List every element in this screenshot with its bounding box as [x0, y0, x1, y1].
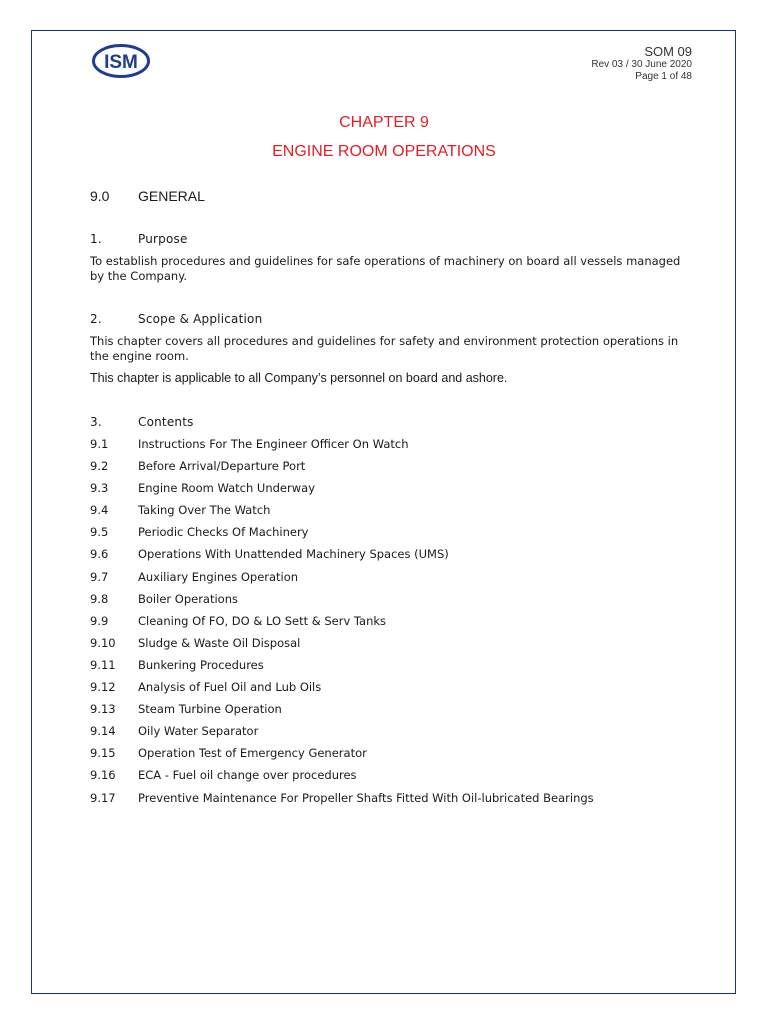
contents-item-title: Instructions For The Engineer Officer On Watch [138, 437, 409, 451]
contents-item-title: Oily Water Separator [138, 724, 259, 739]
contents-item-number: 9.16 [90, 768, 116, 783]
page-number: Page 1 of 48 [635, 71, 692, 82]
contents-item-title: Operation Test of Emergency Generator [138, 746, 367, 761]
contents-item [90, 746, 594, 768]
contents-item-number: 9.12 [90, 680, 116, 695]
ism-logo [92, 44, 150, 78]
document-header-info [591, 44, 692, 83]
section-title: GENERAL [138, 188, 205, 204]
contents-item [90, 702, 594, 724]
contents-item-number: 9.13 [90, 702, 116, 717]
contents-item-title: Steam Turbine Operation [138, 702, 282, 717]
contents-item-title: Sludge & Waste Oil Disposal [138, 635, 301, 650]
scope-text: This chapter covers all procedures and guidelines for safety and environment protection operations in the engine room. [90, 334, 679, 363]
contents-item-number: 9.10 [90, 635, 116, 650]
purpose-text: To establish procedures and guidelines for safe operations of machinery on board all vessels managed by the Company. [90, 254, 681, 283]
contents-item-title: Engine Room Watch Underway [138, 481, 315, 496]
contents-item-number: 9.8 [90, 591, 109, 606]
contents-item [90, 791, 594, 813]
section-number: 9.0 [90, 188, 110, 204]
contents-item-title: Boiler Operations [138, 591, 238, 606]
contents-item [90, 481, 594, 503]
contents-item [90, 614, 594, 636]
applicability-text: This chapter is applicable to all Company’s personnel on board and ashore. [90, 371, 508, 385]
contents-item [90, 503, 594, 525]
contents-item-number: 9.3 [90, 481, 109, 496]
contents-item-title: Before Arrival/Departure Port [138, 459, 306, 474]
scope-number: 2. [90, 312, 102, 326]
revision-date: Rev 03 / 30 June 2020 [591, 59, 692, 70]
contents-item-number: 9.6 [90, 547, 109, 562]
contents-item [90, 768, 594, 790]
contents-item-number: 9.9 [90, 613, 109, 628]
contents-item-number: 9.4 [90, 503, 109, 518]
document-code: SOM 09 [644, 44, 692, 59]
contents-item-number: 9.17 [90, 790, 116, 805]
contents-item [90, 459, 594, 481]
contents-item [90, 570, 594, 592]
contents-item [90, 724, 594, 746]
contents-item-number: 9.5 [90, 525, 109, 540]
section-heading [90, 188, 205, 204]
contents-item-title: Periodic Checks Of Machinery [138, 525, 309, 540]
contents-item [90, 636, 594, 658]
purpose-heading [90, 232, 188, 246]
contents-item-title: Cleaning Of FO, DO & LO Sett & Serv Tanks [138, 613, 387, 628]
contents-item-number: 9.2 [90, 459, 109, 474]
contents-item-number: 9.14 [90, 724, 116, 739]
logo-text: ISM [104, 52, 138, 73]
contents-item [90, 658, 594, 680]
scope-heading [90, 312, 262, 326]
purpose-number: 1. [90, 232, 102, 246]
contents-title: Contents [138, 415, 194, 429]
contents-item-title: Auxiliary Engines Operation [138, 569, 299, 584]
contents-item-number: 9.1 [90, 437, 109, 451]
contents-list [90, 437, 594, 813]
contents-item-title: ECA - Fuel oil change over procedures [138, 768, 357, 783]
contents-item [90, 437, 594, 459]
contents-item [90, 525, 594, 547]
contents-item-title: Analysis of Fuel Oil and Lub Oils [138, 680, 322, 695]
contents-item [90, 680, 594, 702]
contents-item-title: Taking Over The Watch [138, 503, 271, 518]
contents-item [90, 592, 594, 614]
contents-heading [90, 415, 194, 429]
contents-item-title: Bunkering Procedures [138, 657, 264, 672]
contents-item-number: 9.11 [90, 657, 116, 672]
contents-item-number: 9.15 [90, 746, 116, 761]
contents-item-number: 9.7 [90, 569, 109, 584]
chapter-title: ENGINE ROOM OPERATIONS [272, 143, 496, 160]
contents-item-title: Preventive Maintenance For Propeller Shafts Fitted With Oil-lubricated Bearings [138, 790, 594, 805]
purpose-title: Purpose [138, 232, 188, 246]
scope-title: Scope & Application [138, 312, 263, 326]
contents-number: 3. [90, 415, 102, 429]
contents-item [90, 547, 594, 569]
contents-item-title: Operations With Unattended Machinery Spaces (UMS) [138, 547, 449, 562]
chapter-number: CHAPTER 9 [339, 114, 429, 131]
